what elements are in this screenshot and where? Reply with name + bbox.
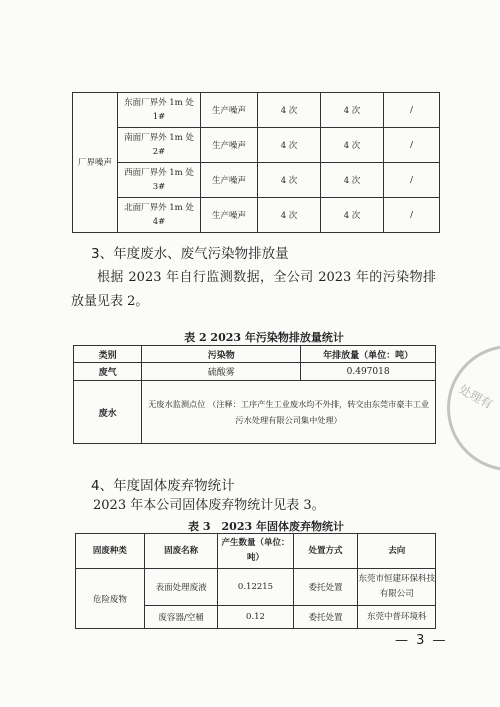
table-row	[73, 93, 440, 128]
type-cell: 生产噪声	[201, 198, 258, 233]
type-cell: 生产噪声	[201, 163, 258, 198]
table-row	[74, 363, 436, 381]
section-3-heading: 3、年度废水、废气污染物排放量	[91, 246, 289, 262]
type-cell: 生产噪声	[201, 93, 258, 128]
type-cell: 生产噪声	[201, 128, 258, 163]
column-header: 固废名称	[144, 534, 218, 569]
table-header-row	[76, 534, 436, 569]
table-row	[73, 128, 440, 163]
page-number: — 3 —	[395, 633, 448, 648]
group-label-cell: 厂界噪声	[73, 93, 118, 233]
section-4-paragraph: 2023 年本公司固体废弃物统计见表 3。	[93, 498, 325, 513]
category-cell: 废水	[74, 381, 142, 444]
waste-name-cell: 表面处理废液	[144, 569, 218, 606]
method-cell: 委托处置	[293, 569, 358, 606]
table-3-caption: 表 3 2023 年固体废弃物统计	[188, 520, 344, 533]
point-cell: 东面厂界外 1m 处 1#	[118, 93, 201, 128]
table-row	[76, 569, 436, 606]
noise-monitoring-table	[72, 92, 440, 233]
amount-cell: 0.12215	[218, 569, 293, 606]
wastewater-note-cell: 无废水监测点位 （注释：工序产生工业废水均不外排，转交由东莞市豪丰工业污水处理有限公司集中处理）	[142, 381, 436, 444]
column-header: 去向	[358, 534, 436, 569]
section-3-paragraph: 根据 2023 年自行监测数据，全公司 2023 年的污染物排放量见表 2。	[71, 270, 436, 309]
emissions-table	[73, 345, 436, 444]
point-cell: 南面厂界外 1m 处 2#	[118, 128, 201, 163]
destination-cell: 东莞市恒建环保科技有限公司	[358, 569, 436, 606]
plan-cell: 4 次	[258, 93, 321, 128]
table-row	[73, 163, 440, 198]
destination-cell: 东莞中普环境科	[358, 606, 436, 629]
column-header: 污染物	[142, 346, 301, 363]
column-header: 固废种类	[76, 534, 145, 569]
point-cell: 西面厂界外 1m 处 3#	[118, 163, 201, 198]
plan-cell: 4 次	[258, 163, 321, 198]
amount-cell: 0.497018	[301, 363, 436, 381]
company-seal-stamp	[447, 345, 500, 471]
done-cell: 4 次	[321, 93, 384, 128]
table-row	[74, 381, 436, 444]
amount-cell: 0.12	[218, 606, 293, 629]
done-cell: 4 次	[321, 163, 384, 198]
done-cell: 4 次	[321, 198, 384, 233]
pollutant-cell: 硫酸雾	[142, 363, 301, 381]
column-header: 类别	[74, 346, 142, 363]
category-cell: 废气	[74, 363, 142, 381]
plan-cell: 4 次	[258, 128, 321, 163]
stamp-text: 处理有	[456, 382, 495, 412]
waste-name-cell: 废容器/空桶	[144, 606, 218, 629]
column-header: 产生数量（单位：吨）	[218, 534, 293, 569]
solid-waste-table	[75, 533, 436, 629]
method-cell: 委托处置	[293, 606, 358, 629]
column-header: 年排放量（单位：吨）	[301, 346, 436, 363]
category-cell: 危险废物	[76, 569, 145, 629]
remark-cell: /	[384, 93, 440, 128]
section-4-heading: 4、年度固体废弃物统计	[91, 478, 235, 494]
point-cell: 北面厂界外 1m 处 4#	[118, 198, 201, 233]
remark-cell: /	[384, 163, 440, 198]
remark-cell: /	[384, 128, 440, 163]
table-row	[73, 198, 440, 233]
plan-cell: 4 次	[258, 198, 321, 233]
done-cell: 4 次	[321, 128, 384, 163]
column-header: 处置方式	[293, 534, 358, 569]
remark-cell: /	[384, 198, 440, 233]
table-header-row	[74, 346, 436, 363]
table-2-caption: 表 2 2023 年污染物排放量统计	[184, 331, 344, 344]
